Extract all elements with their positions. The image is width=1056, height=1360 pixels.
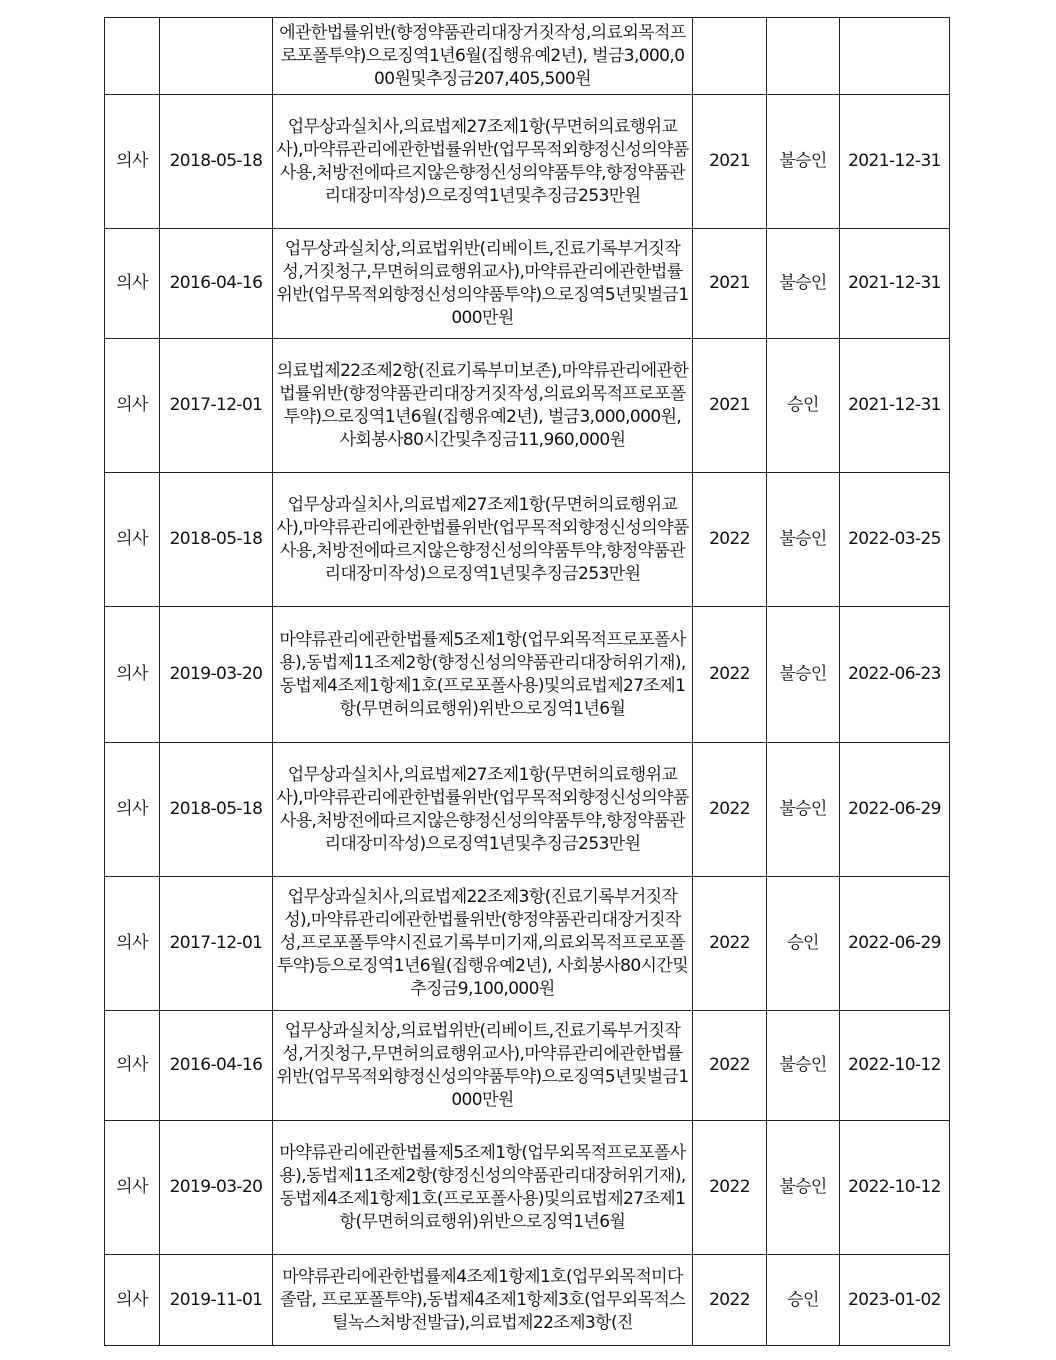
cell-violation-date: 2019-03-20 — [160, 1121, 273, 1255]
cell-description: 의료법제22조제2항(진료기록부미보존),마약류관리에관한법률위반(향정약품관리대장거짓작성,의료외목적프로포폴투약)으로징역1년6월(집행유예2년), 벌금3,000,000원,사회봉사80시간및추징금11,960,000원 — [273, 339, 693, 473]
cell-result: 불승인 — [767, 473, 840, 607]
cell-result — [767, 18, 840, 95]
cell-decision-date: 2021-12-31 — [840, 339, 950, 473]
cell-license-type: 의사 — [105, 95, 160, 229]
cell-license-type — [105, 18, 160, 95]
cell-violation-date: 2019-03-20 — [160, 607, 273, 743]
cell-violation-date: 2016-04-16 — [160, 1011, 273, 1121]
cell-license-type: 의사 — [105, 473, 160, 607]
table-row — [105, 18, 950, 95]
cell-year: 2022 — [693, 877, 767, 1011]
cell-decision-date: 2022-10-12 — [840, 1011, 950, 1121]
cell-result: 불승인 — [767, 743, 840, 877]
cell-year: 2022 — [693, 743, 767, 877]
cell-decision-date: 2022-03-25 — [840, 473, 950, 607]
table-row — [105, 743, 950, 877]
cell-description: 마약류관리에관한법률제5조제1항(업무외목적프로포폴사용),동법제11조제2항(향정신성의약품관리대장허위기재), 동법제4조제1항제1호(프로포폴사용)및의료법제27조제1항(무면허의료행위)위반으로징역1년6월 — [273, 607, 693, 743]
table-row — [105, 1121, 950, 1255]
cell-decision-date: 2021-12-31 — [840, 95, 950, 229]
cell-description: 업무상과실치상,의료법위반(리베이트,진료기록부거짓작성,거짓청구,무면허의료행위교사),마약류관리에관한법률위반(업무목적외향정신성의약품투약)으로징역5년및벌금1000만원 — [273, 1011, 693, 1121]
cell-violation-date: 2017-12-01 — [160, 877, 273, 1011]
cell-violation-date: 2016-04-16 — [160, 229, 273, 339]
cell-result: 불승인 — [767, 1121, 840, 1255]
table-row — [105, 473, 950, 607]
cell-decision-date: 2022-06-23 — [840, 607, 950, 743]
cell-decision-date: 2021-12-31 — [840, 229, 950, 339]
cell-violation-date: 2018-05-18 — [160, 95, 273, 229]
cell-decision-date: 2022-06-29 — [840, 877, 950, 1011]
records-table — [104, 17, 950, 1346]
cell-result: 불승인 — [767, 229, 840, 339]
cell-license-type: 의사 — [105, 877, 160, 1011]
table-row — [105, 877, 950, 1011]
cell-license-type: 의사 — [105, 229, 160, 339]
cell-violation-date — [160, 18, 273, 95]
cell-description: 마약류관리에관한법률제4조제1항제1호(업무외목적미다졸람, 프로포폴투약),동법제4조제1항제3호(업무외목적스틸녹스처방전발급),의료법제22조제3항(진 — [273, 1255, 693, 1346]
cell-description: 업무상과실치사,의료법제27조제1항(무면허의료행위교사),마약류관리에관한법률위반(업무목적외향정신성의약품사용,처방전에따르지않은향정신성의약품투약,향정약품관리대장미작성)으로징역1년및추징금253만원 — [273, 95, 693, 229]
cell-decision-date: 2022-06-29 — [840, 743, 950, 877]
table-row — [105, 339, 950, 473]
cell-license-type: 의사 — [105, 1011, 160, 1121]
cell-license-type: 의사 — [105, 1121, 160, 1255]
cell-decision-date: 2023-01-02 — [840, 1255, 950, 1346]
table-row — [105, 95, 950, 229]
cell-decision-date — [840, 18, 950, 95]
cell-license-type: 의사 — [105, 743, 160, 877]
cell-year: 2021 — [693, 95, 767, 229]
cell-result: 불승인 — [767, 95, 840, 229]
cell-license-type: 의사 — [105, 339, 160, 473]
cell-description: 마약류관리에관한법률제5조제1항(업무외목적프로포폴사용),동법제11조제2항(향정신성의약품관리대장허위기재), 동법제4조제1항제1호(프로포폴사용)및의료법제27조제1항(무면허의료행위)위반으로징역1년6월 — [273, 1121, 693, 1255]
cell-description: 업무상과실치상,의료법위반(리베이트,진료기록부거짓작성,거짓청구,무면허의료행위교사),마약류관리에관한법률위반(업무목적외향정신성의약품투약)으로징역5년및벌금1000만원 — [273, 229, 693, 339]
cell-violation-date: 2018-05-18 — [160, 473, 273, 607]
cell-description: 에관한법률위반(향정약품관리대장거짓작성,의료외목적프로포폴투약)으로징역1년6월(집행유예2년), 벌금3,000,000원및추징금207,405,500원 — [273, 18, 693, 95]
cell-description: 업무상과실치사,의료법제27조제1항(무면허의료행위교사),마약류관리에관한법률위반(업무목적외향정신성의약품사용,처방전에따르지않은향정신성의약품투약,향정약품관리대장미작성)으로징역1년및추징금253만원 — [273, 743, 693, 877]
table-row — [105, 1255, 950, 1346]
cell-violation-date: 2018-05-18 — [160, 743, 273, 877]
cell-year: 2022 — [693, 1011, 767, 1121]
cell-license-type: 의사 — [105, 607, 160, 743]
cell-violation-date: 2019-11-01 — [160, 1255, 273, 1346]
cell-description: 업무상과실치사,의료법제27조제1항(무면허의료행위교사),마약류관리에관한법률위반(업무목적외향정신성의약품사용,처방전에따르지않은향정신성의약품투약,향정약품관리대장미작성)으로징역1년및추징금253만원 — [273, 473, 693, 607]
cell-result: 불승인 — [767, 1011, 840, 1121]
table-row — [105, 229, 950, 339]
table-row — [105, 607, 950, 743]
cell-year — [693, 18, 767, 95]
cell-year: 2022 — [693, 1255, 767, 1346]
cell-result: 불승인 — [767, 607, 840, 743]
cell-result: 승인 — [767, 339, 840, 473]
table-row — [105, 1011, 950, 1121]
cell-result: 승인 — [767, 877, 840, 1011]
cell-license-type: 의사 — [105, 1255, 160, 1346]
cell-year: 2021 — [693, 339, 767, 473]
cell-year: 2021 — [693, 229, 767, 339]
cell-year: 2022 — [693, 473, 767, 607]
cell-year: 2022 — [693, 607, 767, 743]
cell-violation-date: 2017-12-01 — [160, 339, 273, 473]
cell-description: 업무상과실치사,의료법제22조제3항(진료기록부거짓작성),마약류관리에관한법률위반(향정약품관리대장거짓작성,프로포폴투약시진료기록부미기재,의료외목적프로포폴투약)등으로징역1년6월(집행유예2년), 사회봉사80시간및추징금9,100,000원 — [273, 877, 693, 1011]
cell-decision-date: 2022-10-12 — [840, 1121, 950, 1255]
cell-result: 승인 — [767, 1255, 840, 1346]
cell-year: 2022 — [693, 1121, 767, 1255]
